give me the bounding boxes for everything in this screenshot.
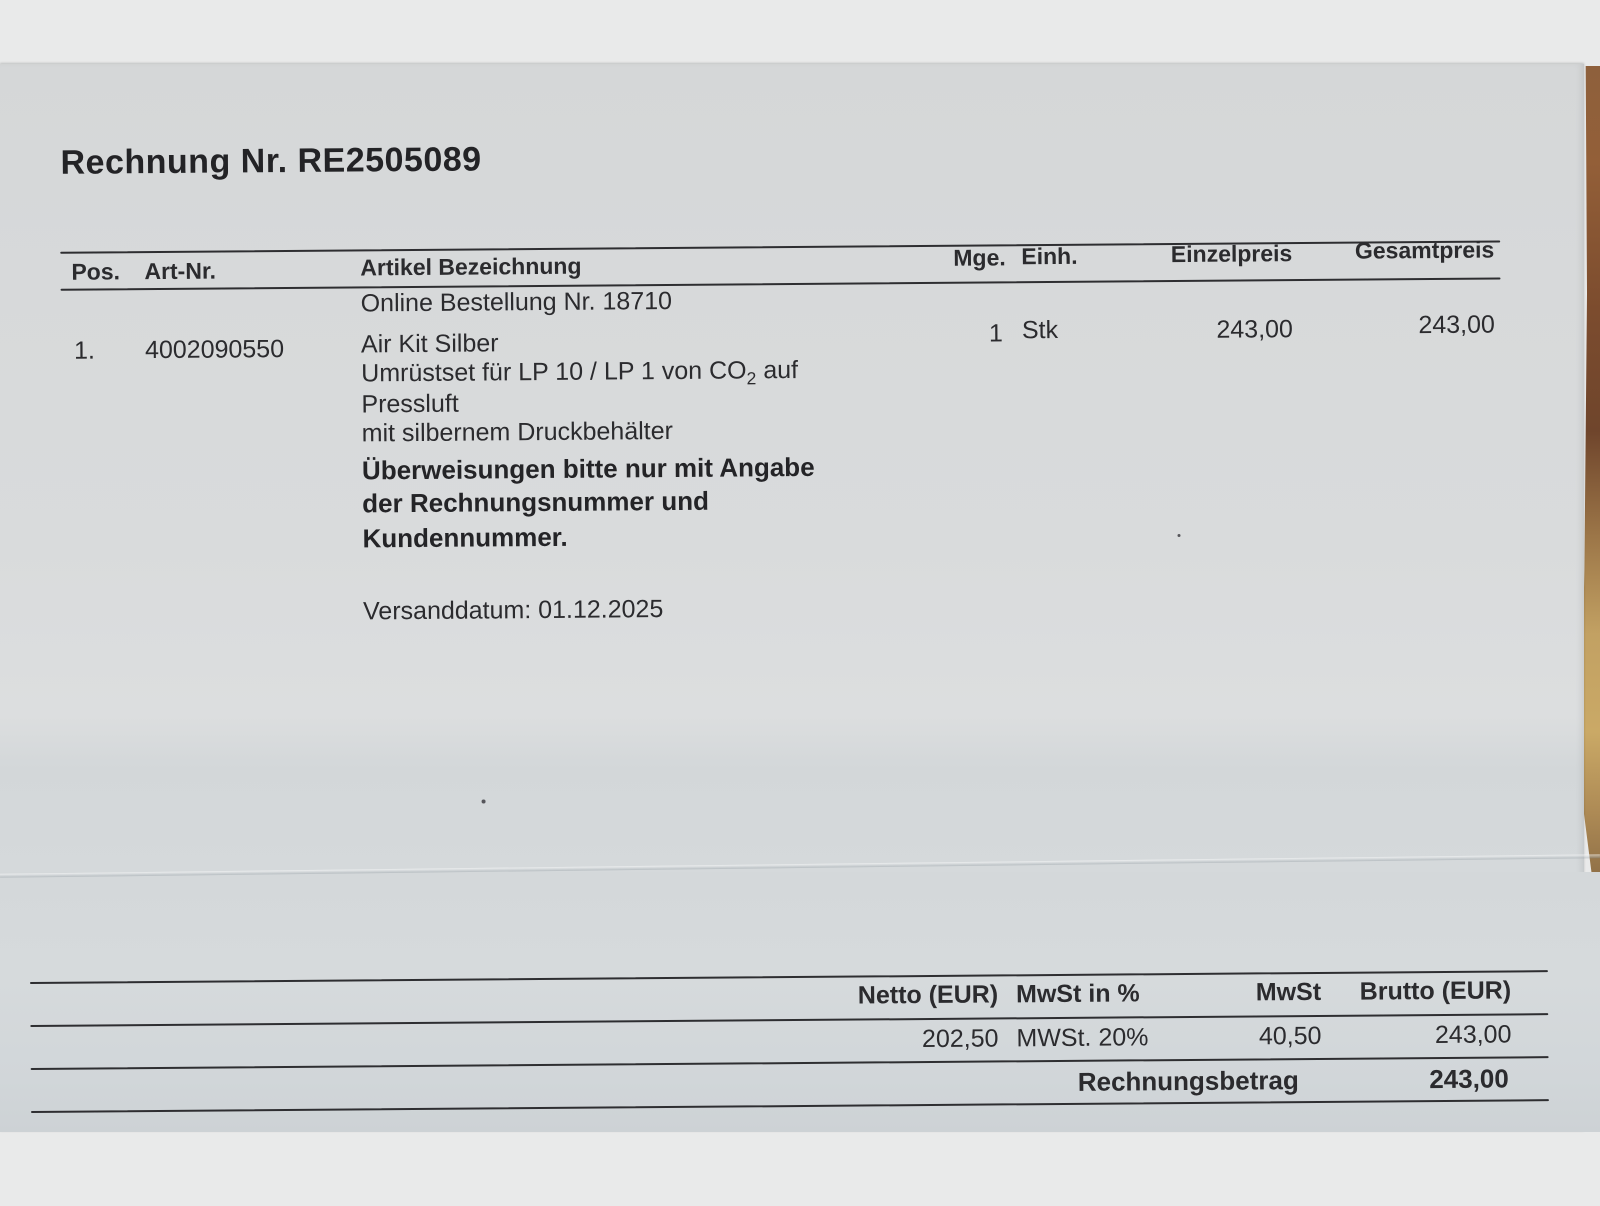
item-unit-price: 243,00 xyxy=(1216,315,1293,344)
col-header-artnr: Art-Nr. xyxy=(144,257,217,285)
col-header-einh: Einh. xyxy=(1021,242,1078,270)
ship-date: Versanddatum: 01.12.2025 xyxy=(362,595,664,626)
summary-value-netto: 202,50 xyxy=(921,1024,999,1054)
summary-header-netto: Netto (EUR) xyxy=(857,980,999,1010)
paper-speck xyxy=(1177,534,1180,537)
item-qty: 1 xyxy=(988,319,1003,348)
item-desc-line1-start: Umrüstset für LP 10 / LP 1 von CO xyxy=(361,356,747,388)
summary-header-mwst: MwSt xyxy=(1255,977,1322,1007)
payment-notice-line3: Kundennummer. xyxy=(362,521,568,554)
item-desc-line2: Pressluft xyxy=(361,389,459,419)
invoice-total-value: 243,00 xyxy=(1429,1063,1509,1095)
item-desc-line1-end: auf xyxy=(756,356,799,385)
paper-speck xyxy=(482,799,486,803)
payment-notice-line2: der Rechnungsnummer und xyxy=(362,485,710,519)
col-header-gesamtpreis: Gesamtpreis xyxy=(1354,236,1495,264)
table-header-rule xyxy=(61,277,1501,290)
summary-values-rule xyxy=(31,1056,1549,1070)
item-total-price: 243,00 xyxy=(1418,310,1495,340)
summary-bottom-rule xyxy=(31,1099,1549,1113)
item-unit: Stk xyxy=(1021,315,1059,345)
summary-header-mwst-pct: MwSt in % xyxy=(1015,979,1140,1009)
invoice-title: Rechnung Nr. RE2505089 xyxy=(60,140,482,182)
invoice-total-label: Rechnungsbetrag xyxy=(1077,1065,1299,1097)
payment-notice-line1: Überweisungen bitte nur mit Angabe xyxy=(361,451,815,486)
summary-value-mwst: 40,50 xyxy=(1258,1021,1322,1051)
summary-header-brutto: Brutto (EUR) xyxy=(1359,976,1512,1006)
order-reference: Online Bestellung Nr. 18710 xyxy=(360,286,673,318)
item-pos: 1. xyxy=(73,336,95,365)
item-desc-line1 xyxy=(361,356,798,388)
col-header-artikel: Artikel Bezeichnung xyxy=(360,252,582,281)
col-header-pos: Pos. xyxy=(71,258,121,285)
item-desc-line3: mit silbernem Druckbehälter xyxy=(361,416,673,448)
item-artnr: 4002090550 xyxy=(144,335,285,365)
col-header-mge: Mge. xyxy=(953,244,1006,271)
item-name: Air Kit Silber xyxy=(360,329,499,359)
col-header-einzelpreis: Einzelpreis xyxy=(1170,240,1293,268)
summary-value-mwst-pct: MWSt. 20% xyxy=(1016,1023,1149,1053)
summary-value-brutto: 243,00 xyxy=(1434,1020,1512,1050)
item-desc-co2-subscript: 2 xyxy=(746,368,757,389)
